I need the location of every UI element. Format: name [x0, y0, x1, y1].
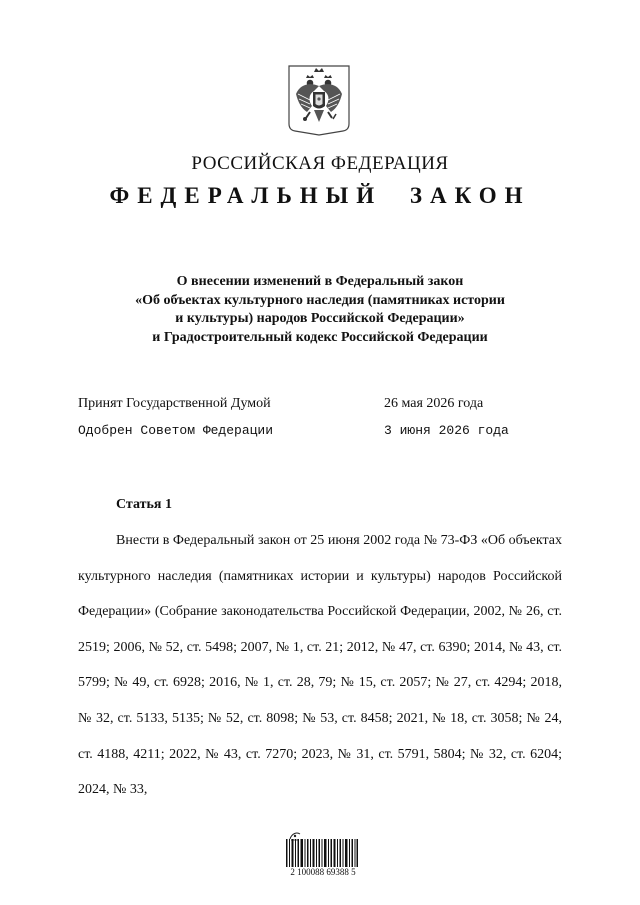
adoption-date-duma: 26 мая 2026 года — [384, 396, 484, 411]
adoption-date-council: 3 июня 2026 года — [384, 423, 509, 438]
law-title-line: «Об объектах культурного наследия (памятниках истории — [135, 292, 505, 308]
law-title-line: и культуры) народов Российской Федерации» — [175, 311, 465, 326]
document-type: ФЕДЕРАЛЬНЫЙ ЗАКОН — [109, 183, 531, 208]
article-heading: Статья 1 — [116, 497, 172, 512]
coat-of-arms-icon — [286, 64, 352, 136]
barcode-number: 2 100088 69388 5 — [290, 867, 356, 877]
adoption-label-council: Одобрен Советом Федерации — [78, 423, 274, 438]
country-name: РОССИЙСКАЯ ФЕДЕРАЦИЯ — [191, 153, 449, 174]
law-title-line: О внесении изменений в Федеральный закон — [176, 274, 464, 289]
barcode-block — [278, 828, 368, 880]
barcode-icon — [286, 839, 358, 867]
adoption-label-duma: Принят Государственной Думой — [78, 396, 271, 411]
law-title — [60, 273, 580, 347]
law-title-line: и Градостроительный кодекс Российской Федерации — [152, 329, 488, 345]
document-mark-icon — [288, 828, 302, 838]
article-body: Внести в Федеральный закон от 25 июня 2002 года № 73-ФЗ «Об объектах культурного наследия (памятниках истории и культуры) народов Российской Федерации» (Собрание законодательства Российской Федерации, 2002, № 26, ст. 2519; 2006, № 52, ст. 5498; 2007, № 1, ст. 21; 2012, № 47, ст. 6390; 2014, № 43, ст. 5799; № 49, ст. 6928; 2016, № 1, ст. 28, 79; № 15, ст. 2057; № 27, ст. 4294; 2018, № 32, ст. 5133, 5135; № 52, ст. 8098; № 53, ст. 8458; 2021, № 18, ст. 3058; № 24, ст. 4188, 4211; 2022, № 43, ст. 7270; 2023, № 31, ст. 5791, 5804; № 32, ст. 6204; 2024, № 33, — [78, 533, 562, 798]
